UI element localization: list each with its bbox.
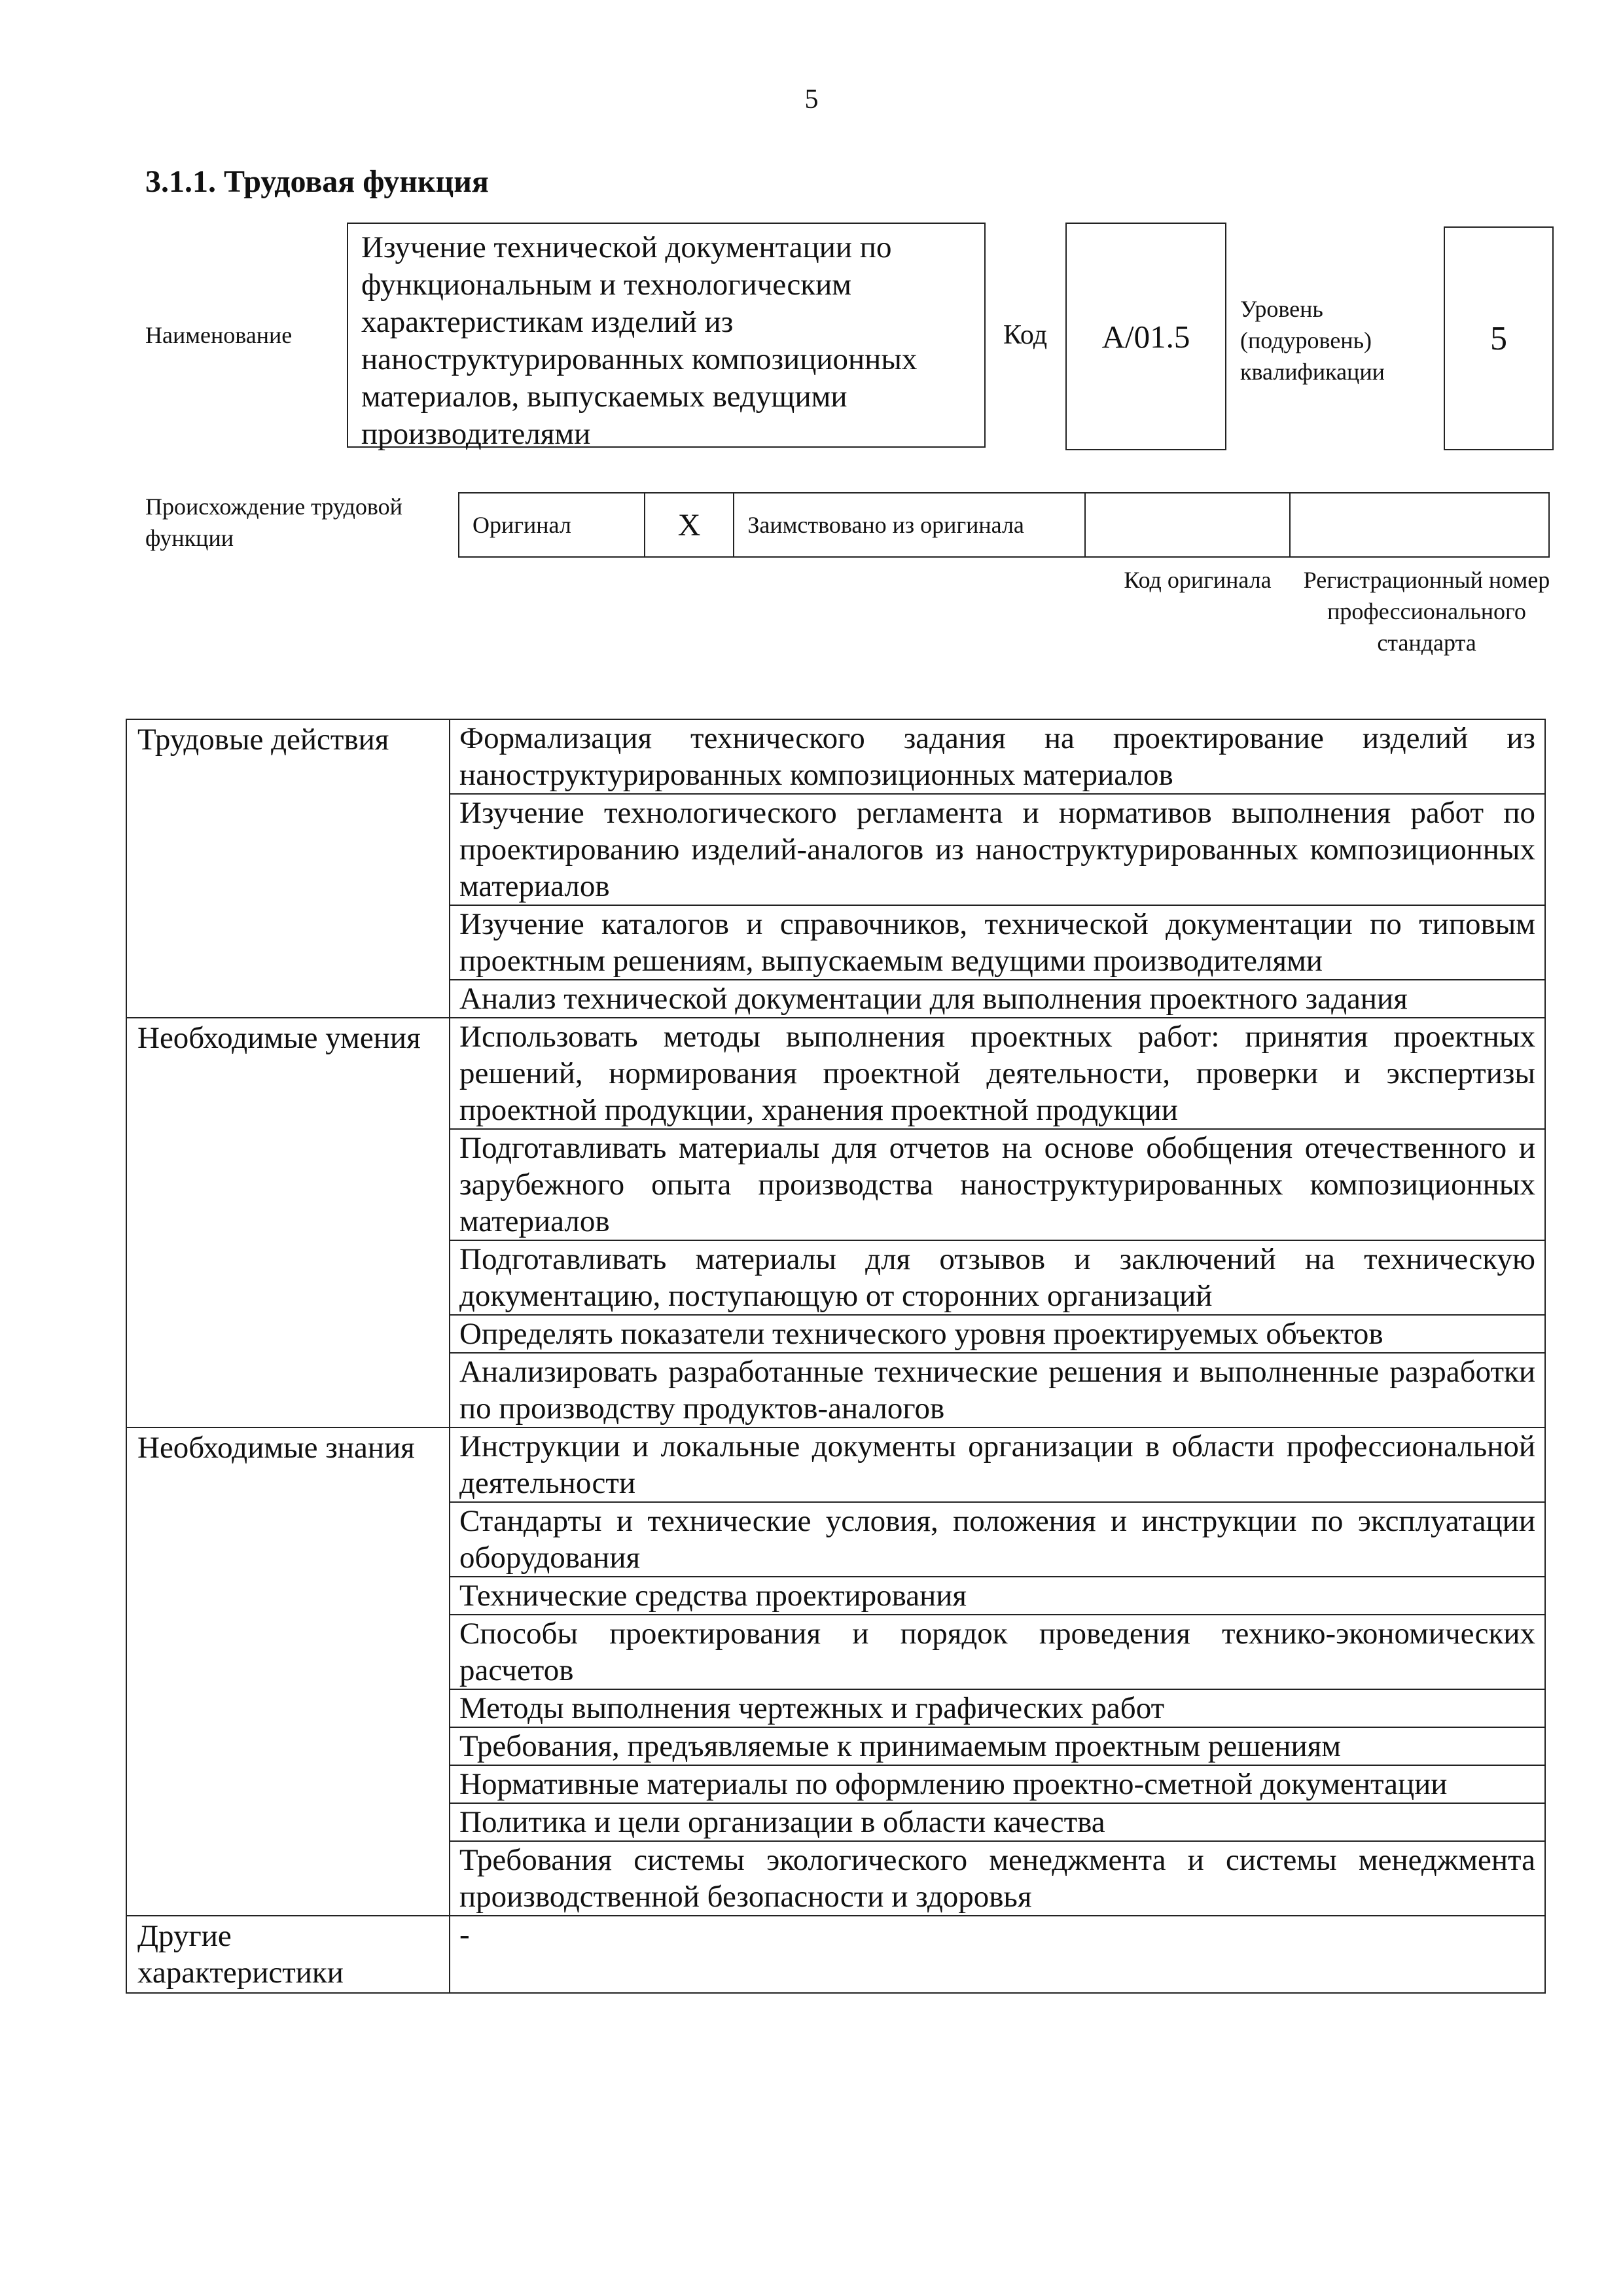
function-name-box: Изучение технической документации по функциональным и технологическим характеристикам изделий из наноструктурированных композиционных материалов, выпускаемых ведущими производителями <box>347 223 986 448</box>
qualification-level-box: 5 <box>1444 226 1554 450</box>
item-cell: Использовать методы выполнения проектных работ: принятия проектных решений, нормирования проектной деятельности, проверки и экспертизы проектной продукции, хранения проектной продукции <box>450 1018 1545 1129</box>
original-code-caption: Код оригинала <box>1124 567 1272 593</box>
category-cell: Необходимые умения <box>126 1018 450 1427</box>
table-row <box>126 1427 1545 1502</box>
registration-number-cell <box>1290 493 1549 557</box>
labor-function-table <box>126 719 1546 1994</box>
item-cell: Требования, предъявляемые к принимаемым проектным решениям <box>450 1727 1545 1765</box>
section-title: 3.1.1. Трудовая функция <box>145 164 489 199</box>
item-cell: Политика и цели организации в области качества <box>450 1803 1545 1841</box>
table-row <box>126 719 1545 794</box>
origin-label: Происхождение трудовой функции <box>145 493 402 551</box>
borrowed-label: Заимствовано из оригинала <box>734 493 1084 557</box>
item-cell: Определять показатели технического уровня проектируемых объектов <box>450 1315 1545 1353</box>
category-cell: Трудовые действия <box>126 719 450 1018</box>
item-cell: Анализ технической документации для выполнения проектного задания <box>450 980 1545 1018</box>
origin-table <box>458 492 1550 558</box>
item-cell: Требования системы экологического менеджмента и системы менеджмента производственной безопасности и здоровья <box>450 1841 1545 1916</box>
item-cell: Инструкции и локальные документы организации в области профессиональной деятельности <box>450 1427 1545 1502</box>
registration-number-caption: Регистрационный номер профессионального стандарта <box>1303 567 1550 656</box>
category-cell: Другие характеристики <box>126 1916 450 1993</box>
category-cell: Необходимые знания <box>126 1427 450 1916</box>
name-label: Наименование <box>145 322 293 348</box>
qualification-level-label: Уровень (подуровень) квалификации <box>1240 296 1385 385</box>
original-mark: X <box>645 493 734 557</box>
code-label: Код <box>1003 320 1048 350</box>
item-cell: Изучение каталогов и справочников, технической документации по типовым проектным решениям, выпускаемым ведущими производителями <box>450 905 1545 980</box>
item-cell: Методы выполнения чертежных и графических работ <box>450 1689 1545 1727</box>
item-cell: Формализация технического задания на проектирование изделий из наноструктурированных композиционных материалов <box>450 719 1545 794</box>
original-label: Оригинал <box>459 493 645 557</box>
item-cell: Изучение технологического регламента и нормативов выполнения работ по проектированию изделий-аналогов из наноструктурированных композиционных материалов <box>450 794 1545 905</box>
item-cell: Подготавливать материалы для отзывов и заключений на техническую документацию, поступающую от сторонних организаций <box>450 1240 1545 1315</box>
original-code-cell <box>1085 493 1290 557</box>
item-cell: Анализировать разработанные технические решения и выполненные разработки по производству продуктов-аналогов <box>450 1353 1545 1427</box>
item-cell: - <box>450 1916 1545 1993</box>
item-cell: Нормативные материалы по оформлению проектно-сметной документации <box>450 1765 1545 1803</box>
item-cell: Стандарты и технические условия, положения и инструкции по эксплуатации оборудования <box>450 1502 1545 1577</box>
table-row <box>126 1916 1545 1993</box>
item-cell: Способы проектирования и порядок проведения технико-экономических расчетов <box>450 1615 1545 1689</box>
code-value-box: А/01.5 <box>1065 223 1226 450</box>
item-cell: Технические средства проектирования <box>450 1577 1545 1615</box>
page-number: 5 <box>804 84 819 115</box>
item-cell: Подготавливать материалы для отчетов на основе обобщения отечественного и зарубежного опыта производства наноструктурированных композиционных материалов <box>450 1129 1545 1240</box>
table-row <box>126 1018 1545 1129</box>
